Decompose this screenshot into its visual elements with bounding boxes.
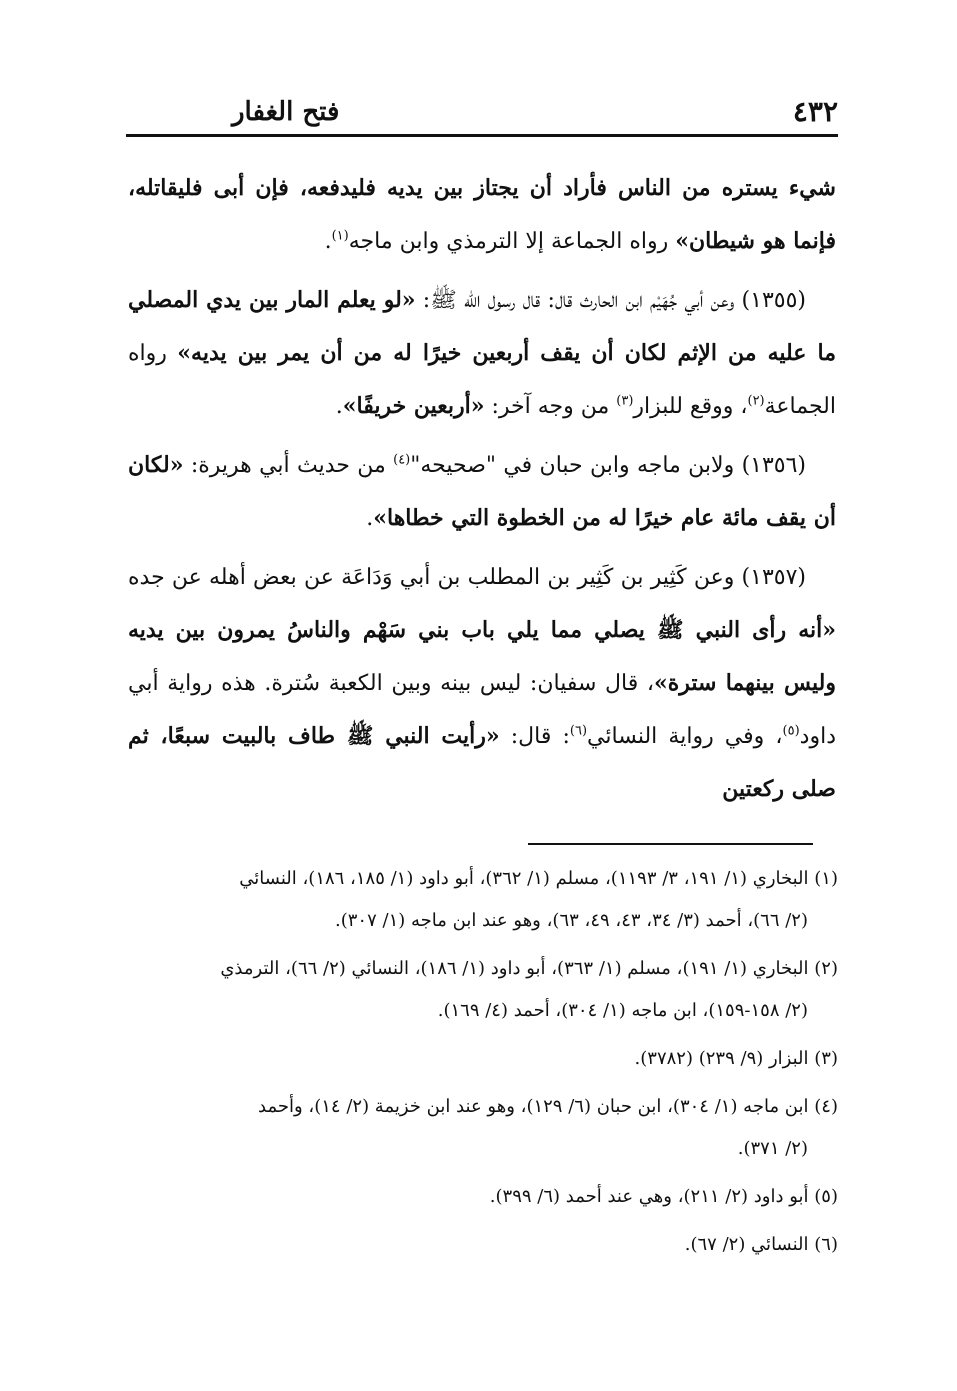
isnad: وعن أبي جُهَيْم ابن الحارث قال: قال رسول الله ﷺ: <box>415 288 735 313</box>
isnad: من حديث أبي هريرة: <box>183 453 394 478</box>
footnote-text: البزار (٩/ ٢٣٩) (٣٧٨٢). <box>634 1048 809 1069</box>
footnote-text: البخاري (١/ ١٩١، ٣/ ١١٩٣)، مسلم (١/ ٣٦٢)، أبو داود (١/ ١٨٥، ١٨٦)، النسائي <box>239 868 809 889</box>
footnote-ref[interactable]: (٦) <box>569 723 588 739</box>
footnote <box>128 1224 838 1266</box>
footnotes <box>128 858 838 1272</box>
footnote-number: (٦) <box>814 1234 838 1255</box>
hadith-text: «أربعين خريفًا» <box>342 393 485 419</box>
footnote-number: (١) <box>814 868 838 889</box>
hadith-number: (١٣٥٦) <box>734 453 807 478</box>
hadith-text: «أنه رأى النبي ﷺ يصلي مما يلي باب بني سَهْم والناسُ يمرون بين يديه وليس بينهما سترة» <box>128 617 836 696</box>
narration-note: ، وفي رواية النسائي <box>587 724 783 749</box>
paragraph-1355 <box>128 274 836 433</box>
footnote-number: (٥) <box>814 1186 838 1207</box>
footnote-text: النسائي (٢/ ٦٧). <box>684 1234 809 1255</box>
footnote-ref[interactable]: (٢) <box>747 393 765 409</box>
footnote-number: (٢) <box>814 958 838 979</box>
header-rule <box>126 134 838 137</box>
paragraph-continuation <box>128 162 836 268</box>
footnote-text: البخاري (١/ ١٩١)، مسلم (١/ ٣٦٣)، أبو داود (١/ ١٨٦)، النسائي (٢/ ٦٦)، الترمذي <box>220 958 809 979</box>
footnote-ref[interactable]: (١) <box>331 228 349 244</box>
narration-note: رواه الجماعة إلا الترمذي وابن ماجه <box>348 229 676 254</box>
hadith-text: شيء يستره من الناس فأراد أن يجتاز بين يديه فليدفعه، فإن أبى فليقاتله، فإنما هو شيطان» <box>128 175 836 254</box>
footnote-text: (٢/ ٦٦)، أحمد (٣/ ٣٤، ٤٣، ٤٩، ٦٣)، وهو عند ابن ماجه (١/ ٣٠٧). <box>335 910 808 931</box>
footnote-number: (٣) <box>814 1048 838 1069</box>
hadith-text: «لو يعلم المار بين يدي المصلي ما عليه من الإثم لكان أن يقف أربعين خيرًا له من أن يمر بين يديه» <box>128 287 836 366</box>
footnote-separator <box>528 843 813 845</box>
page-header <box>126 86 838 132</box>
page-number: ٤٣٢ <box>792 95 838 128</box>
main-text <box>128 162 836 822</box>
footnote <box>128 1086 838 1170</box>
hadith-text: «رأيت النبي ﷺ طاف بالبيت سبعًا، ثم صلى ركعتين <box>128 723 836 802</box>
punctuation: . <box>324 229 332 254</box>
footnote <box>128 858 838 942</box>
narration-note: ، ووقع للبزار <box>633 394 748 419</box>
footnote <box>128 1038 838 1080</box>
footnote-text: ابن ماجه (١/ ٣٠٤)، ابن حبان (٦/ ١٢٩)، وهو عند ابن خزيمة (٢/ ١٤)، وأحمد <box>258 1096 809 1117</box>
running-title: فتح الغفار <box>232 97 340 127</box>
footnote-text: (٢/ ٣٧١). <box>737 1138 808 1159</box>
isnad: وعن كَثِير بن كَثِير بن المطلب بن أبي وَدَاعَة عن بعض أهله عن جده <box>128 565 735 590</box>
footnote-number: (٤) <box>814 1096 838 1117</box>
footnote-text: أبو داود (٢/ ٢١١)، وهي عند أحمد (٦/ ٣٩٩). <box>489 1186 809 1207</box>
punctuation: . <box>366 506 374 531</box>
hadith-number: (١٣٥٥) <box>734 288 806 313</box>
hadith-number: (١٣٥٧) <box>734 565 807 590</box>
narration-note: : قال: <box>499 724 570 749</box>
footnote-text: (٢/ ١٥٨-١٥٩)، ابن ماجه (١/ ٣٠٤)، أحمد (٤/ ١٦٩). <box>437 1000 808 1021</box>
footnote <box>128 948 838 1032</box>
punctuation: . <box>335 394 343 419</box>
narration-note: من وجه آخر: <box>484 394 617 419</box>
footnote-ref[interactable]: (٥) <box>782 723 800 739</box>
hadith-text: «لكان أن يقف مائة عام خيرًا له من الخطوة التي خطاها» <box>128 452 836 531</box>
footnote-ref[interactable]: (٣) <box>616 393 634 409</box>
paragraph-1356 <box>128 439 836 545</box>
narration-note: رواه الجماعة <box>128 341 836 419</box>
footnote <box>128 1176 838 1218</box>
narration-note: ، قال سفيان: ليس بينه وبين الكعبة سُترة. هذه رواية أبي داود <box>128 671 836 749</box>
isnad: ولابن ماجه وابن حبان في "صحيحه" <box>410 453 735 478</box>
footnote-ref[interactable]: (٤) <box>393 452 411 468</box>
paragraph-1357 <box>128 551 836 816</box>
